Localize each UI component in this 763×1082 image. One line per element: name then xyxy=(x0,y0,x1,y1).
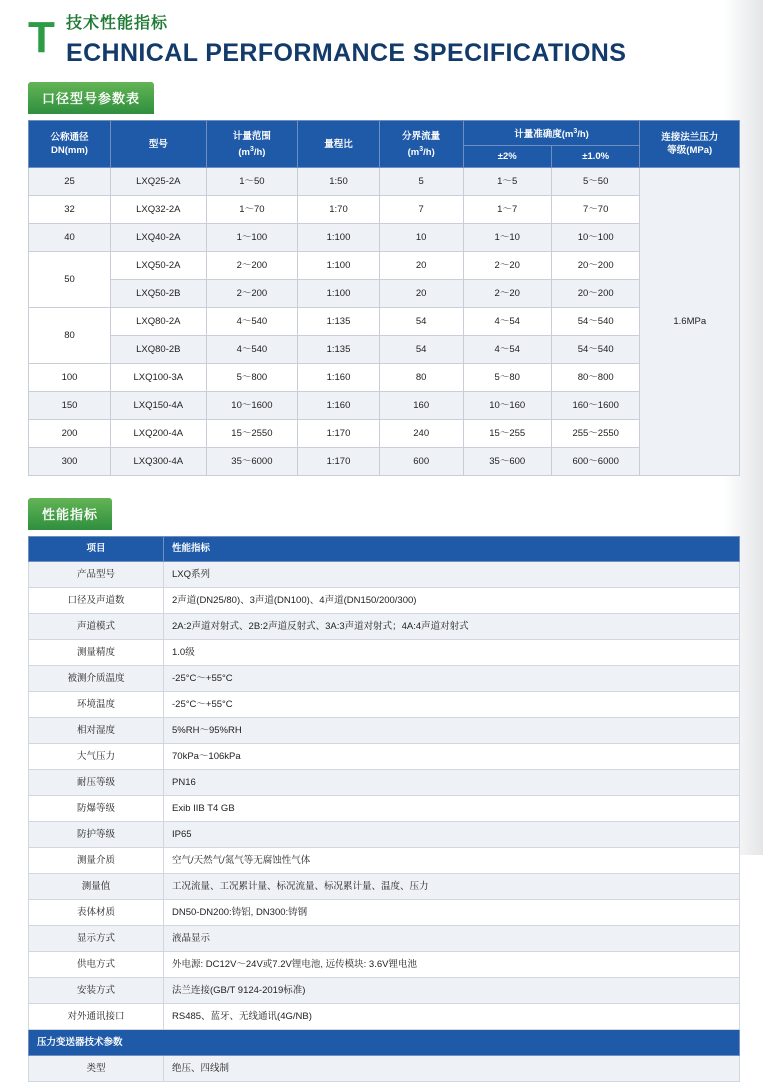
cell-ratio: 1:70 xyxy=(298,196,380,224)
cell-model: LXQ200-4A xyxy=(110,420,206,448)
cell-acc1: 54～540 xyxy=(551,336,640,364)
table-row xyxy=(29,392,740,420)
cell-item: 大气压力 xyxy=(29,744,164,770)
cell-ratio: 1:170 xyxy=(298,448,380,476)
cell-acc2: 2～20 xyxy=(463,252,551,280)
cell-acc1: 20～200 xyxy=(551,280,640,308)
table-row xyxy=(29,252,740,280)
cell-range: 4～540 xyxy=(206,308,298,336)
col-value: 性能指标 xyxy=(164,537,740,562)
performance-header-row xyxy=(29,537,740,562)
cell-ratio: 1:100 xyxy=(298,224,380,252)
table-row xyxy=(29,196,740,224)
cell-acc2: 35～600 xyxy=(463,448,551,476)
table-row xyxy=(29,822,740,848)
cell-item: 显示方式 xyxy=(29,926,164,952)
table-row xyxy=(29,952,740,978)
table-row xyxy=(29,926,740,952)
col-accuracy-group: 计量准确度$(m^3/h)$ xyxy=(463,121,640,146)
cell-acc2: 4～54 xyxy=(463,336,551,364)
section-tag-spec: 口径型号参数表 xyxy=(28,82,154,114)
table-subheader-row xyxy=(29,1030,740,1056)
cell-item: 安装方式 xyxy=(29,978,164,1004)
table-row xyxy=(29,308,740,336)
cell-model: LXQ32-2A xyxy=(110,196,206,224)
cell-dn: 100 xyxy=(29,364,111,392)
table-row xyxy=(29,1004,740,1030)
cell-item: 类型 xyxy=(29,1056,164,1082)
cell-dn: 200 xyxy=(29,420,111,448)
cell-dn: 80 xyxy=(29,308,111,364)
cell-item: 防爆等级 xyxy=(29,796,164,822)
heading-english: ECHNICAL PERFORMANCE SPECIFICATIONS xyxy=(66,39,627,67)
cell-range: 1～50 xyxy=(206,168,298,196)
cell-acc2: 4～54 xyxy=(463,308,551,336)
cell-range: 15～2550 xyxy=(206,420,298,448)
table-row xyxy=(29,364,740,392)
heading-drop-cap: T xyxy=(28,13,55,62)
cell-split: 7 xyxy=(379,196,463,224)
cell-range: 35～6000 xyxy=(206,448,298,476)
spec-table-header-row-1 xyxy=(29,121,740,146)
cell-acc1: 5～50 xyxy=(551,168,640,196)
spec-table-body xyxy=(29,168,740,476)
table-row xyxy=(29,1056,740,1082)
cell-item: 口径及声道数 xyxy=(29,588,164,614)
cell-range: 2～200 xyxy=(206,252,298,280)
cell-split: 5 xyxy=(379,168,463,196)
cell-range: 1～70 xyxy=(206,196,298,224)
cell-ratio: 1:160 xyxy=(298,392,380,420)
cell-ratio: 1:100 xyxy=(298,280,380,308)
cell-item: 被测介质温度 xyxy=(29,666,164,692)
col-dn: 公称通径 DN(mm) xyxy=(29,121,111,168)
cell-ratio: 1:160 xyxy=(298,364,380,392)
cell-value: 70kPa～106kPa xyxy=(164,744,740,770)
cell-model: LXQ25-2A xyxy=(110,168,206,196)
cell-item: 对外通讯接口 xyxy=(29,1004,164,1030)
cell-value: Exib IIB T4 GB xyxy=(164,796,740,822)
table-row xyxy=(29,614,740,640)
cell-model: LXQ50-2B xyxy=(110,280,206,308)
section-tag-perf-wrap xyxy=(28,498,741,530)
col-accuracy-1pct: ±1.0% xyxy=(551,146,640,168)
performance-table-head xyxy=(29,537,740,562)
col-range: 计量范围 $(m^3/h)$ xyxy=(206,121,298,168)
cell-acc1: 7～70 xyxy=(551,196,640,224)
table-row xyxy=(29,770,740,796)
cell-item: 测量值 xyxy=(29,874,164,900)
cell-ratio: 1:170 xyxy=(298,420,380,448)
cell-value: 液晶显示 xyxy=(164,926,740,952)
cell-dn: 40 xyxy=(29,224,111,252)
cell-ratio: 1:135 xyxy=(298,308,380,336)
cell-value: 工况流量、工况累计量、标况流量、标况累计量、温度、压力 xyxy=(164,874,740,900)
col-split-flow: 分界流量 $(m^3/h)$ xyxy=(379,121,463,168)
cell-range: 1～100 xyxy=(206,224,298,252)
cell-item: 供电方式 xyxy=(29,952,164,978)
cell-value: LXQ系列 xyxy=(164,562,740,588)
cell-acc1: 600～6000 xyxy=(551,448,640,476)
cell-acc1: 255～2550 xyxy=(551,420,640,448)
cell-range: 4～540 xyxy=(206,336,298,364)
cell-acc1: 20～200 xyxy=(551,252,640,280)
cell-value: DN50-DN200:铸铝, DN300:铸钢 xyxy=(164,900,740,926)
cell-acc2: 1～10 xyxy=(463,224,551,252)
cell-value: 1.0级 xyxy=(164,640,740,666)
table-row xyxy=(29,640,740,666)
table-row xyxy=(29,848,740,874)
cell-split: 600 xyxy=(379,448,463,476)
cell-ratio: 1:100 xyxy=(298,252,380,280)
cell-value: IP65 xyxy=(164,822,740,848)
table-row xyxy=(29,978,740,1004)
cell-value: 5%RH～95%RH xyxy=(164,718,740,744)
table-row xyxy=(29,420,740,448)
cell-ratio: 1:135 xyxy=(298,336,380,364)
heading-chinese: 技术性能指标 xyxy=(66,15,169,32)
cell-model: LXQ50-2A xyxy=(110,252,206,280)
cell-acc1: 10～100 xyxy=(551,224,640,252)
col-model: 型号 xyxy=(110,121,206,168)
performance-table xyxy=(28,536,740,1082)
cell-value: -25°C～+55°C xyxy=(164,692,740,718)
cell-dn: 50 xyxy=(29,252,111,308)
cell-item: 防护等级 xyxy=(29,822,164,848)
table-row xyxy=(29,718,740,744)
table-row xyxy=(29,448,740,476)
section-tag-spec-wrap xyxy=(28,82,741,114)
cell-split: 54 xyxy=(379,336,463,364)
cell-range: 5～800 xyxy=(206,364,298,392)
cell-acc2: 5～80 xyxy=(463,364,551,392)
table-row xyxy=(29,562,740,588)
subheader-pressure-transmitter: 压力变送器技术参数 xyxy=(29,1030,740,1056)
table-row xyxy=(29,224,740,252)
cell-value: 2声道(DN25/80)、3声道(DN100)、4声道(DN150/200/300) xyxy=(164,588,740,614)
cell-item: 测量介质 xyxy=(29,848,164,874)
cell-acc1: 54～540 xyxy=(551,308,640,336)
cell-acc1: 160～1600 xyxy=(551,392,640,420)
cell-model: LXQ100-3A xyxy=(110,364,206,392)
cell-split: 10 xyxy=(379,224,463,252)
cell-item: 表体材质 xyxy=(29,900,164,926)
table-row xyxy=(29,744,740,770)
col-accuracy-2pct: ±2% xyxy=(463,146,551,168)
table-row xyxy=(29,692,740,718)
cell-dn: 300 xyxy=(29,448,111,476)
cell-item: 测量精度 xyxy=(29,640,164,666)
cell-acc2: 2～20 xyxy=(463,280,551,308)
cell-model: LXQ80-2A xyxy=(110,308,206,336)
col-flange-grade: 连接法兰压力 等级(MPa) xyxy=(640,121,740,168)
cell-value: RS485、蓝牙、无线通讯(4G/NB) xyxy=(164,1004,740,1030)
table-row xyxy=(29,588,740,614)
cell-model: LXQ300-4A xyxy=(110,448,206,476)
cell-value: 外电源: DC12V～24V或7.2V锂电池, 远传模块: 3.6V锂电池 xyxy=(164,952,740,978)
cell-value: 法兰连接(GB/T 9124-2019标准) xyxy=(164,978,740,1004)
spec-table xyxy=(28,120,740,476)
spec-table-head xyxy=(29,121,740,168)
col-ratio: 量程比 xyxy=(298,121,380,168)
col-item: 项目 xyxy=(29,537,164,562)
cell-split: 20 xyxy=(379,280,463,308)
table-row xyxy=(29,280,740,308)
cell-item: 耐压等级 xyxy=(29,770,164,796)
cell-item: 环境温度 xyxy=(29,692,164,718)
cell-split: 80 xyxy=(379,364,463,392)
table-row xyxy=(29,666,740,692)
cell-dn: 150 xyxy=(29,392,111,420)
cell-range: 10～1600 xyxy=(206,392,298,420)
cell-dn: 32 xyxy=(29,196,111,224)
cell-item: 声道模式 xyxy=(29,614,164,640)
table-row xyxy=(29,336,740,364)
cell-acc2: 10～160 xyxy=(463,392,551,420)
section-tag-perf: 性能指标 xyxy=(28,498,112,530)
cell-value: PN16 xyxy=(164,770,740,796)
cell-split: 20 xyxy=(379,252,463,280)
cell-acc2: 1～5 xyxy=(463,168,551,196)
page-header xyxy=(28,14,741,70)
table-row xyxy=(29,796,740,822)
cell-split: 240 xyxy=(379,420,463,448)
cell-value: 2A:2声道对射式、2B:2声道反射式、3A:3声道对射式；4A:4声道对射式 xyxy=(164,614,740,640)
cell-value: -25°C～+55°C xyxy=(164,666,740,692)
cell-model: LXQ40-2A xyxy=(110,224,206,252)
table-row xyxy=(29,900,740,926)
cell-ratio: 1:50 xyxy=(298,168,380,196)
cell-item: 产品型号 xyxy=(29,562,164,588)
cell-value: 绝压、四线制 xyxy=(164,1056,740,1082)
cell-value: 空气/天然气/氮气等无腐蚀性气体 xyxy=(164,848,740,874)
cell-model: LXQ80-2B xyxy=(110,336,206,364)
cell-dn: 25 xyxy=(29,168,111,196)
cell-model: LXQ150-4A xyxy=(110,392,206,420)
cell-flange-pressure: 1.6MPa xyxy=(640,168,740,476)
cell-acc2: 15～255 xyxy=(463,420,551,448)
table-row xyxy=(29,874,740,900)
cell-acc2: 1～7 xyxy=(463,196,551,224)
cell-split: 54 xyxy=(379,308,463,336)
cell-split: 160 xyxy=(379,392,463,420)
table-row xyxy=(29,168,740,196)
cell-range: 2～200 xyxy=(206,280,298,308)
cell-acc1: 80～800 xyxy=(551,364,640,392)
performance-table-body xyxy=(29,562,740,1082)
cell-item: 相对湿度 xyxy=(29,718,164,744)
